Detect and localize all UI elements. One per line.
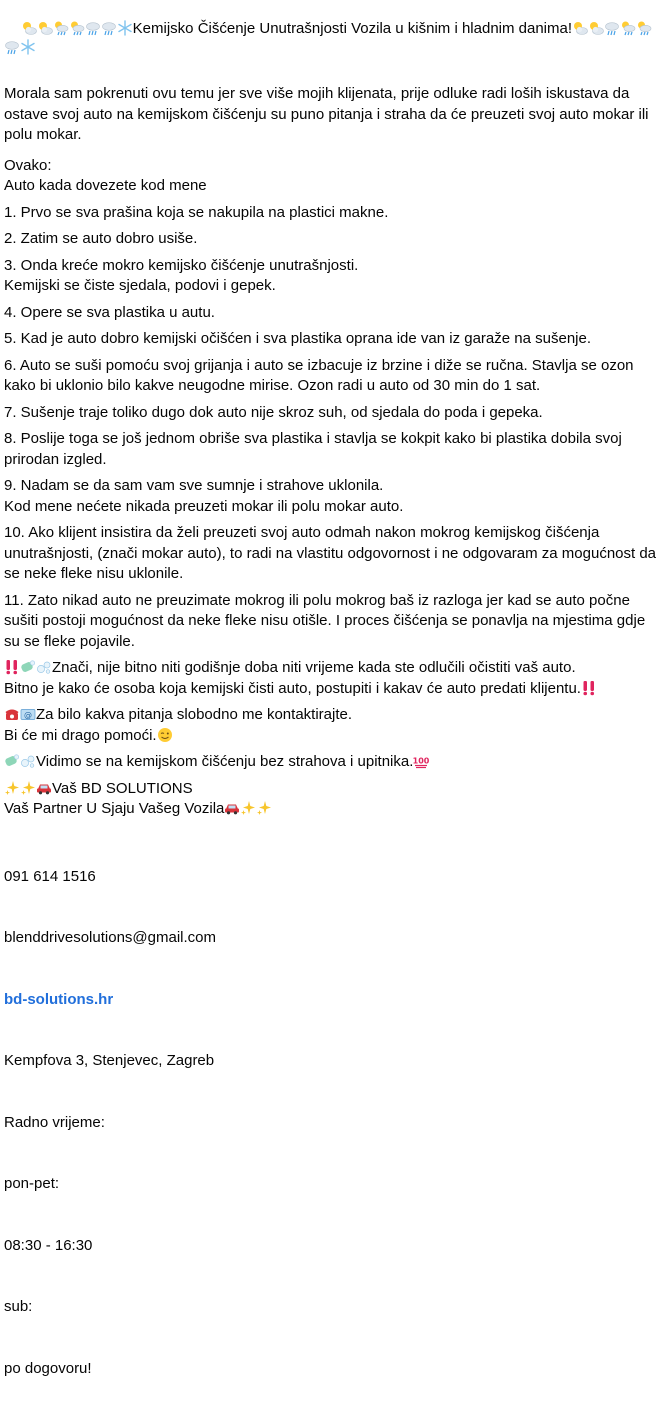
step-text: 5. Kad je auto dobro kemijski očišćen i sva plastika oprana ide van iz garaže na sušenje. xyxy=(4,330,591,347)
title-text: Kemijsko Čišćenje Unutrašnjosti Vozila u kišnim i hladnim danima! xyxy=(133,20,572,37)
sparkles-icon xyxy=(4,780,20,796)
contact-block xyxy=(4,826,665,1420)
winking-face-icon xyxy=(157,727,173,743)
sun-behind-rain-cloud-icon xyxy=(636,20,652,36)
signature-line1: Vaš BD SOLUTIONS xyxy=(52,780,193,797)
step-text: 2. Zatim se auto dobro usiše. xyxy=(4,230,197,247)
step-4 xyxy=(4,303,665,324)
sun-behind-cloud-icon xyxy=(572,20,588,36)
soap-icon xyxy=(20,659,36,675)
questions-line1: Za bilo kakva pitanja slobodno me kontaktirajte. xyxy=(36,706,352,723)
car-icon xyxy=(36,780,52,796)
telephone-icon xyxy=(4,706,20,722)
step-text: 1. Prvo se sva prašina koja se nakupila na plastici makne. xyxy=(4,204,388,221)
snowflake-icon xyxy=(117,20,133,36)
bubbles-icon xyxy=(36,659,52,675)
step-text: 8. Poslije toga se još jednom obriše sva plastika i stavlja se kokpit kako bi plastika dobila svoj prirodan izgled. xyxy=(4,430,626,468)
sun-behind-rain-cloud-icon xyxy=(53,20,69,36)
step-text: 9. Nadam se da sam vam sve sumnje i strahove uklonila. xyxy=(4,477,383,494)
sun-behind-cloud-icon xyxy=(21,20,37,36)
bubbles-icon xyxy=(20,753,36,769)
cloud-with-rain-icon xyxy=(604,20,620,36)
znaci-paragraph xyxy=(4,658,665,699)
step-text: 11. Zato nikad auto ne preuzimate mokrog ili polu mokrog baš iz razloga jer kad se auto počne sušiti postoji mogućnost da neke fleke nisu otišle. I proces čišćenja se ponavlja na mjestima gdje su se fleke pojavile. xyxy=(4,592,649,650)
znaci-line2: Bitno je kako će osoba koja kemijski čisti auto, postupiti i kakav će auto predati klijentu. xyxy=(4,680,581,697)
step-text: 7. Sušenje traje toliko dugo dok auto nije skroz suh, od sjedala do poda i gepeka. xyxy=(4,404,543,421)
hundred-points-icon xyxy=(413,753,429,769)
contact-address: Kempfova 3, Stenjevec, Zagreb xyxy=(4,1051,665,1072)
cloud-with-rain-icon xyxy=(101,20,117,36)
double-exclamation-icon xyxy=(581,680,597,696)
step-text: 4. Opere se sva plastika u autu. xyxy=(4,304,215,321)
sun-behind-cloud-icon xyxy=(37,20,53,36)
vidimo-text: Vidimo se na kemijskom čišćenju bez strahova i upitnika. xyxy=(36,753,413,770)
weekday-label: pon-pet: xyxy=(4,1174,665,1195)
vidimo-paragraph xyxy=(4,752,665,773)
snowflake-icon xyxy=(20,39,36,55)
sun-behind-rain-cloud-icon xyxy=(69,20,85,36)
intro-paragraph: Morala sam pokrenuti ovu temu jer sve više mojih klijenata, prije odluke radi loših iskustava da ostave svoj auto na kemijskom čišćenju su puno pitanja i straha da će preuzeti svoj auto mokar ili polu mokar. xyxy=(4,84,665,146)
step-text: Kemijski se čiste sjedala, podovi i gepek. xyxy=(4,277,276,294)
step-8 xyxy=(4,429,665,470)
email-icon xyxy=(20,706,36,722)
cloud-with-rain-icon xyxy=(85,20,101,36)
soap-icon xyxy=(4,753,20,769)
sun-behind-rain-cloud-icon xyxy=(620,20,636,36)
ovako-label: Ovako: xyxy=(4,157,52,174)
znaci-line1: Znači, nije bitno niti godišnje doba niti vrijeme kada ste odlučili očistiti vaš auto. xyxy=(52,659,576,676)
step-2 xyxy=(4,229,665,250)
contact-email: blenddrivesolutions@gmail.com xyxy=(4,928,665,949)
sun-behind-cloud-icon xyxy=(588,20,604,36)
questions-paragraph xyxy=(4,705,665,746)
step-5 xyxy=(4,329,665,350)
double-exclamation-icon xyxy=(4,659,20,675)
step-10 xyxy=(4,523,665,585)
step-text: Kod mene nećete nikada preuzeti mokar ili polu mokar auto. xyxy=(4,498,403,515)
contact-phone: 091 614 1516 xyxy=(4,867,665,888)
title-leading-icons xyxy=(21,20,133,37)
step-text: 6. Auto se suši pomoću svoj grijanja i auto se izbacuje iz brzine i diže se ručna. Stavlja se ozon kako bi uklonio bilo kakve neugodne mirise. Ozon radi u auto od 30 min do 1 sat. xyxy=(4,357,638,395)
sparkles-icon xyxy=(240,800,256,816)
step-6 xyxy=(4,356,665,397)
step-9 xyxy=(4,476,665,517)
signature-paragraph xyxy=(4,779,665,820)
step-1 xyxy=(4,203,665,224)
car-icon xyxy=(224,800,240,816)
ovako-paragraph xyxy=(4,156,665,197)
saturday-hours: po dogovoru! xyxy=(4,1359,665,1380)
step-text: 3. Onda kreće mokro kemijsko čišćenje unutrašnjosti. xyxy=(4,257,358,274)
post-title xyxy=(4,0,665,76)
sparkles-icon xyxy=(256,800,272,816)
step-7 xyxy=(4,403,665,424)
signature-line2: Vaš Partner U Sjaju Vašeg Vozila xyxy=(4,800,224,817)
step-text: 10. Ako klijent insistira da želi preuzeti svoj auto odmah nakon mokrog kemijskog čišćenja unutrašnjosti, (znači mokar auto), to radi na vlastitu odgovornost i ne odgovaram za mogućnost da se neke fleke nisu uklonile. xyxy=(4,524,660,582)
website-link[interactable]: bd-solutions.hr xyxy=(4,990,665,1011)
saturday-label: sub: xyxy=(4,1297,665,1318)
sparkles-icon xyxy=(20,780,36,796)
weekday-hours: 08:30 - 16:30 xyxy=(4,1236,665,1257)
step-11 xyxy=(4,591,665,653)
ovako-text: Auto kada dovezete kod mene xyxy=(4,177,207,194)
cloud-with-rain-icon xyxy=(4,39,20,55)
hours-label: Radno vrijeme: xyxy=(4,1113,665,1134)
questions-line2: Bi će mi drago pomoći. xyxy=(4,727,157,744)
step-3 xyxy=(4,256,665,297)
